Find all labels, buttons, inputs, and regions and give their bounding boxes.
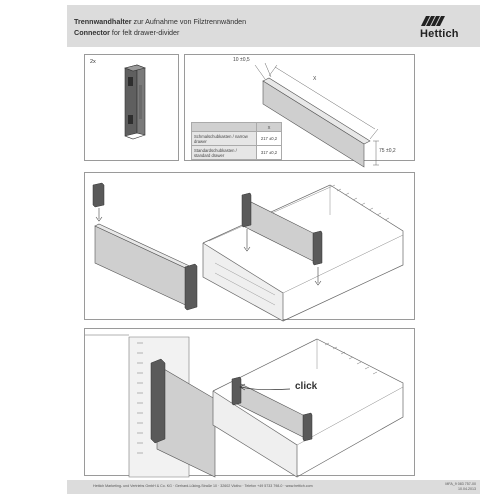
assembly-illustration bbox=[85, 173, 416, 321]
table-row bbox=[192, 132, 282, 146]
row-label: Schmalschubkasten / narrow drawer bbox=[192, 132, 257, 146]
click-detail-illustration bbox=[85, 329, 416, 477]
height-dimension: 75 ±0,2 bbox=[379, 148, 396, 154]
click-detail-panel bbox=[84, 328, 415, 476]
table-row bbox=[192, 146, 282, 160]
brand-name: Hettich bbox=[420, 28, 459, 40]
dimensions-panel bbox=[184, 54, 415, 161]
thickness-dimension: 10 ±0,5 bbox=[233, 57, 250, 63]
footer-bar bbox=[67, 480, 480, 494]
title-english: Connector for felt drawer-divider bbox=[74, 28, 180, 37]
length-dimension: X bbox=[313, 76, 317, 82]
dimension-table bbox=[191, 122, 282, 160]
connector-illustration bbox=[85, 55, 180, 162]
assembly-panel bbox=[84, 172, 415, 320]
dimension-table-header bbox=[192, 123, 282, 132]
title-german: Trennwandhalter zur Aufnahme von Filztrennwänden bbox=[74, 17, 247, 26]
row-value: 317 ±0,2 bbox=[257, 146, 282, 160]
document-number: MFA_9 083 757-00 bbox=[445, 482, 476, 486]
parts-panel bbox=[84, 54, 179, 161]
header-bar bbox=[67, 5, 480, 47]
document-date: 10.04.2013 bbox=[458, 487, 476, 491]
row-label: Standardschubkasten / standard drawer bbox=[192, 146, 257, 160]
dimension-table-header-x: X bbox=[257, 123, 282, 132]
company-address: Hettich Marketing- und Vertriebs GmbH & Co. KG · Gerhard-Lüking-Straße 10 · 32602 Vlotho · Telefon +49 5733 798-0 · www.hettich.com bbox=[93, 484, 313, 488]
quantity-label: 2x bbox=[90, 59, 96, 65]
click-label: click bbox=[295, 381, 318, 392]
row-value: 217 ±0,2 bbox=[257, 132, 282, 146]
hettich-logo bbox=[400, 14, 470, 40]
